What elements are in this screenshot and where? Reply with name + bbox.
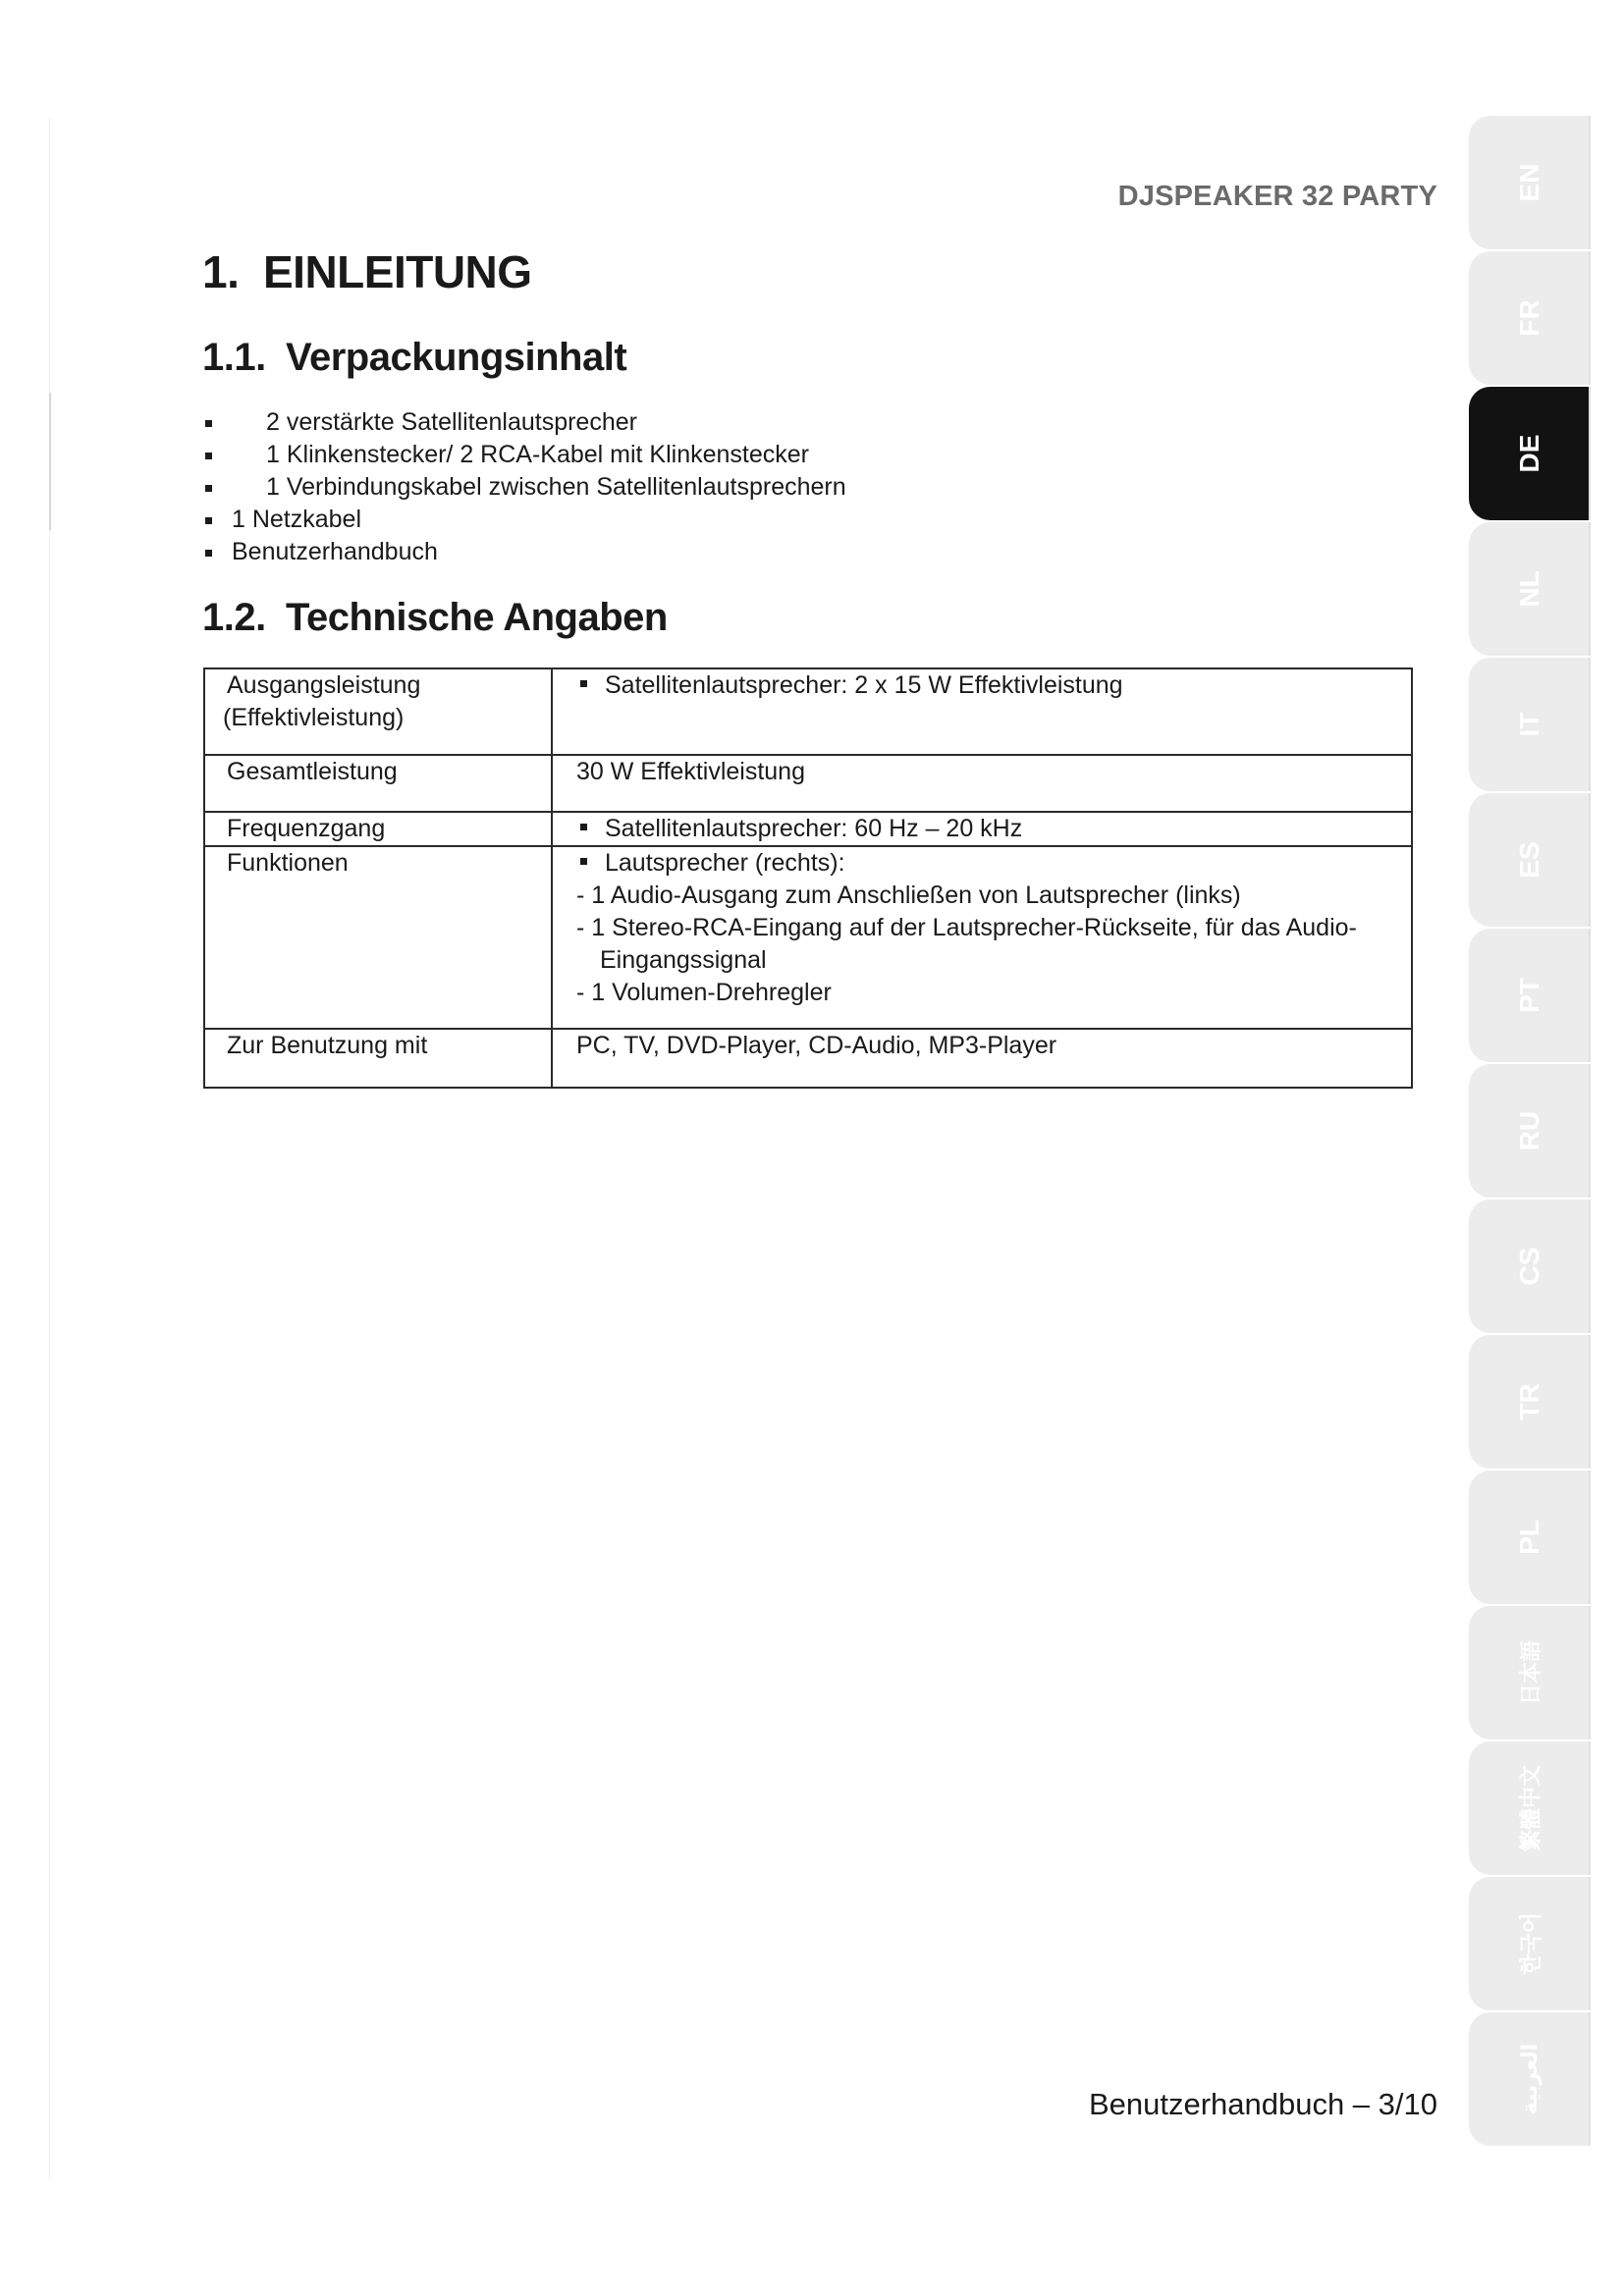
list-item: Benutzerhandbuch bbox=[202, 536, 846, 568]
bullet-icon bbox=[580, 824, 587, 830]
table-row bbox=[204, 668, 1412, 755]
list-item: 1 Klinkenstecker/ 2 RCA-Kabel mit Klinkenstecker bbox=[202, 439, 846, 471]
tab-language-en[interactable]: EN bbox=[1469, 116, 1591, 249]
tab-language-cs[interactable]: CS bbox=[1469, 1200, 1591, 1333]
page-footer: Benutzerhandbuch – 3/10 bbox=[1088, 2087, 1437, 2121]
bullet-icon bbox=[205, 517, 212, 524]
section-heading-package-contents bbox=[202, 336, 626, 380]
table-row bbox=[204, 1029, 1412, 1088]
bullet-icon bbox=[580, 680, 587, 687]
chapter-number: 1. bbox=[202, 246, 240, 297]
page-edge-mark bbox=[49, 393, 51, 530]
table-cell-value: Satellitenlautsprecher: 60 Hz – 20 kHz bbox=[552, 812, 1412, 846]
tab-language-zh[interactable]: 繁體中文 bbox=[1469, 1741, 1591, 1875]
list-item: 1 Netzkabel bbox=[202, 504, 846, 536]
tab-language-tr[interactable]: TR bbox=[1469, 1335, 1591, 1468]
table-cell-value: 30 W Effektivleistung bbox=[552, 755, 1412, 812]
list-item: 1 Verbindungskabel zwischen Satellitenlautsprechern bbox=[202, 471, 846, 504]
bullet-icon bbox=[580, 858, 587, 865]
table-cell-value: PC, TV, DVD-Player, CD-Audio, MP3-Player bbox=[552, 1029, 1412, 1088]
spec-table bbox=[203, 667, 1413, 1089]
chapter-title: EINLEITUNG bbox=[263, 246, 532, 297]
section-number: 1.2. bbox=[202, 596, 266, 639]
table-cell-label: Frequenzgang bbox=[204, 812, 552, 846]
table-cell-label: Zur Benutzung mit bbox=[204, 1029, 552, 1088]
bullet-icon bbox=[205, 420, 212, 427]
chapter-heading bbox=[202, 245, 532, 298]
section-heading-technical-specs bbox=[202, 596, 668, 640]
tab-language-nl[interactable]: NL bbox=[1469, 522, 1591, 656]
table-row bbox=[204, 846, 1412, 1029]
bullet-icon bbox=[205, 485, 212, 492]
language-tabs bbox=[1469, 116, 1595, 2148]
section-number: 1.1. bbox=[202, 336, 266, 379]
table-cell-label: Ausgangsleistung (Effektivleistung) bbox=[204, 668, 552, 755]
table-cell-value: Lautsprecher (rechts): - 1 Audio-Ausgang zum Anschließen von Lautsprecher (links) - 1 Stereo-RCA-Eingang auf der Lautsprecher-Rückseite, für das Audio- Eingangssignal - 1 Volumen-Drehregler bbox=[552, 846, 1412, 1029]
bullet-icon bbox=[205, 453, 212, 459]
tab-language-ru[interactable]: RU bbox=[1469, 1064, 1591, 1198]
section-title: Technische Angaben bbox=[286, 596, 668, 639]
table-cell-value: Satellitenlautsprecher: 2 x 15 W Effektivleistung bbox=[552, 668, 1412, 755]
package-contents-list bbox=[202, 406, 846, 568]
tab-language-ko[interactable]: 한국어 bbox=[1469, 1877, 1591, 2010]
bullet-icon bbox=[205, 550, 212, 557]
list-item: 2 verstärkte Satellitenlautsprecher bbox=[202, 406, 846, 439]
tab-language-it[interactable]: IT bbox=[1469, 658, 1591, 791]
table-cell-label: Funktionen bbox=[204, 846, 552, 1029]
tab-language-pt[interactable]: PT bbox=[1469, 929, 1591, 1062]
tab-language-fr[interactable]: FR bbox=[1469, 251, 1591, 385]
tab-language-es[interactable]: ES bbox=[1469, 793, 1591, 927]
product-name-header: DJSPEAKER 32 PARTY bbox=[1117, 181, 1437, 212]
section-title: Verpackungsinhalt bbox=[286, 336, 627, 379]
tab-language-de[interactable]: DE bbox=[1469, 387, 1591, 520]
table-row bbox=[204, 755, 1412, 812]
tab-language-pl[interactable]: PL bbox=[1469, 1470, 1591, 1604]
table-cell-label: Gesamtleistung bbox=[204, 755, 552, 812]
table-row bbox=[204, 812, 1412, 846]
tab-language-ar[interactable]: العربية bbox=[1469, 2012, 1591, 2146]
tab-language-ja[interactable]: 日本語 bbox=[1469, 1606, 1591, 1739]
